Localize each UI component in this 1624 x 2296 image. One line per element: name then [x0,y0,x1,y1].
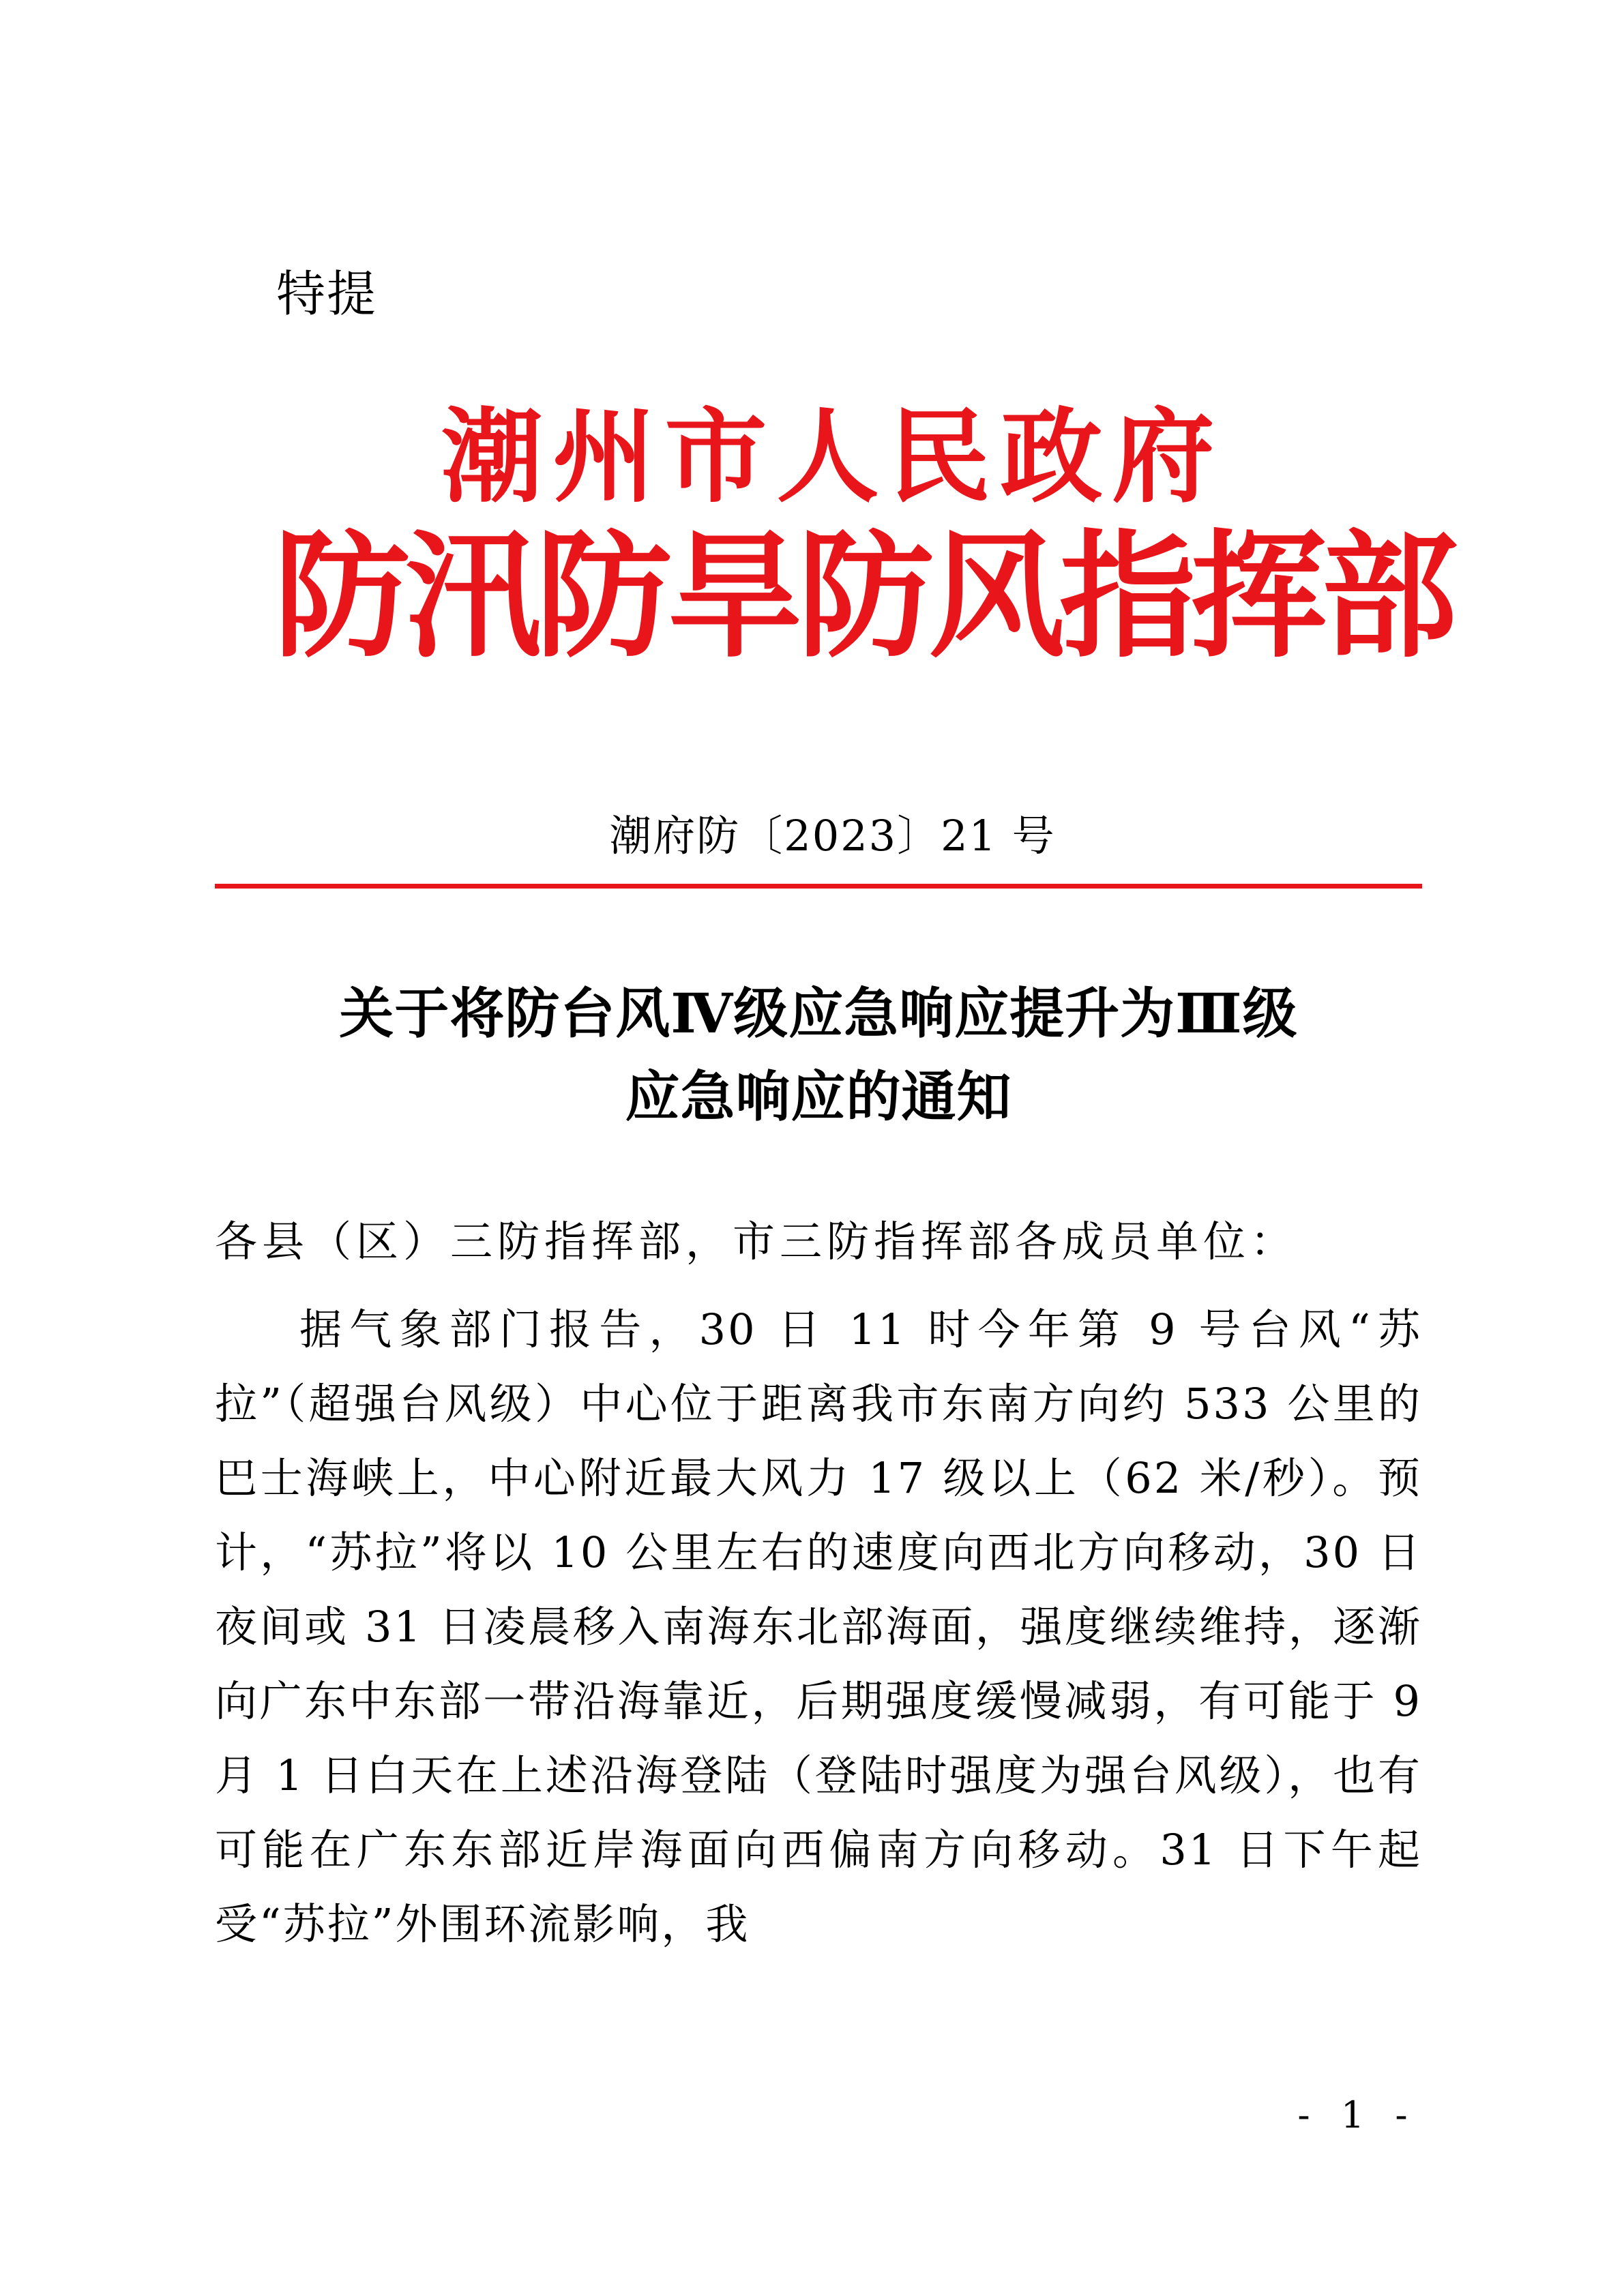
document-number: 潮府防〔2023〕21 号 [609,811,1056,861]
document-title-line-1: 关于将防台风Ⅳ级应急响应提升为Ⅲ级 [339,981,1298,1045]
header-divider [215,884,1422,889]
issuing-organization-line-2: 防汛防旱防风指挥部 [274,516,1453,676]
salutation: 各县（区）三防指挥部，市三防指挥部各成员单位： [215,1217,1298,1266]
priority-mark: 特提 [276,265,378,323]
document-title-line-2: 应急响应的通知 [625,1064,1012,1129]
page-number: - 1 - [1297,2093,1417,2136]
issuing-organization-line-1: 潮州市人民政府 [441,397,1224,517]
document-title [215,972,1422,1138]
body-paragraph: 据气象部门报告，30 日 11 时今年第 9 号台风“苏拉”（超强台风级）中心位于距离我市东南方向约 533 公里的巴士海峡上，中心附近最大风力 17 级以上（62 米/秒）。预计，“苏拉”将以 10 公里左右的速度向西北方向移动，30 日夜间或 31 日凌晨移入南海东北部海面，强度继续维持，逐渐向广东中东部一带沿海靠近，后期强度缓慢减弱，有可能于 9 月 1 日白天在上述沿海登陆（登陆时强度为强台风级），也有可能在广东东部近岸海面向西偏南方向移动。31 日下午起受“苏拉”外围环流影响，我 [215,1304,1422,1949]
